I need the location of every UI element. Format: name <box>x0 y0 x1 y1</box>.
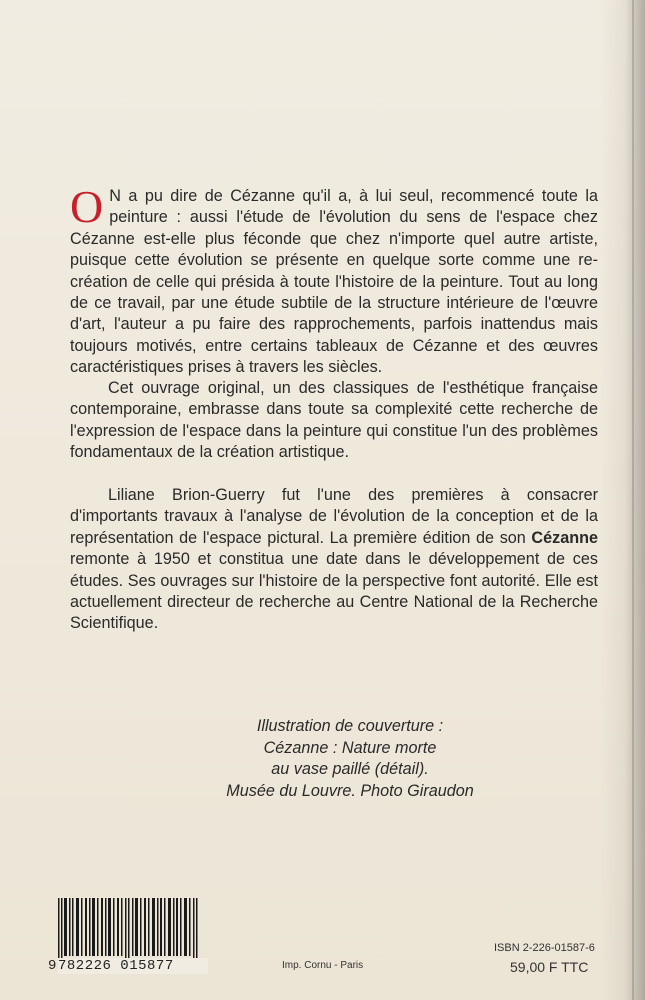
caption-line-3: au vase paillé (détail). <box>271 760 429 778</box>
description-paragraph-text: Cet ouvrage original, un des classiques de l'esthétique française contemporaine, embrasse dans toute sa complexité cette recherche de l'expression de l'espace dans la peinture qui constitue l'un des problèmes fondamentaux de la création artistique. <box>70 379 598 462</box>
barcode-bars <box>58 898 208 962</box>
intro-paragraph-text: N a pu dire de Cézanne qu'il a, à lui seul, recommencé toute la peinture : aussi l'étude de l'évolution du sens de l'espace chez Cézanne est-elle plus féconde que chez n'importe quel autre artiste, puisque cette évolution se présente en quelque sorte comme une re-création de celle qui présida à toute l'histoire de la peinture. Tout au long de ce travail, par une étude subtile de la structure intérieure de l'œuvre d'art, l'auteur a pu faire des rapprochements, parfois inattendus mais toujours motivés, entre certains tableaux de Cézanne et des œuvres caractéristiques prises à travers les siècles. <box>70 187 598 377</box>
description-paragraph <box>70 378 598 464</box>
cover-edge-shadow <box>632 0 634 1000</box>
printer-imprint: Imp. Cornu - Paris <box>282 960 364 971</box>
isbn-number: ISBN 2-226-01587-6 <box>494 942 595 954</box>
author-paragraph-text-start: Liliane Brion-Guerry fut l'une des premières à consacrer d'importants travaux à l'analyse de l'évolution de la conception et de la représentation de l'espace pictural. La première édition de son <box>70 486 598 547</box>
price-label: 59,00 F TTC <box>510 959 589 975</box>
barcode-digits: 782226 015877 <box>58 958 208 974</box>
caption-line-1: Illustration de couverture : <box>256 717 444 735</box>
caption-line-4: Musée du Louvre. Photo Giraudon <box>226 781 474 800</box>
barcode-first-digit: 9 <box>48 958 57 974</box>
drop-cap-letter: O <box>70 181 104 232</box>
author-paragraph-text <box>70 485 598 635</box>
author-paragraph-text-end: remonte à 1950 et constitua une date dans le développement de ces études. Ses ouvrages sur l'histoire de la perspective font autorité. Elle est actuellement directeur de recherche au Centre National de la Recherche Scientifique. <box>70 550 598 633</box>
caption-line-2: Cézanne : Nature morte <box>263 738 437 757</box>
barcode <box>48 898 208 980</box>
author-paragraph <box>70 485 598 635</box>
cover-illustration-caption <box>180 716 520 802</box>
intro-paragraph <box>70 181 598 379</box>
book-title-bold: Cézanne <box>531 528 598 547</box>
